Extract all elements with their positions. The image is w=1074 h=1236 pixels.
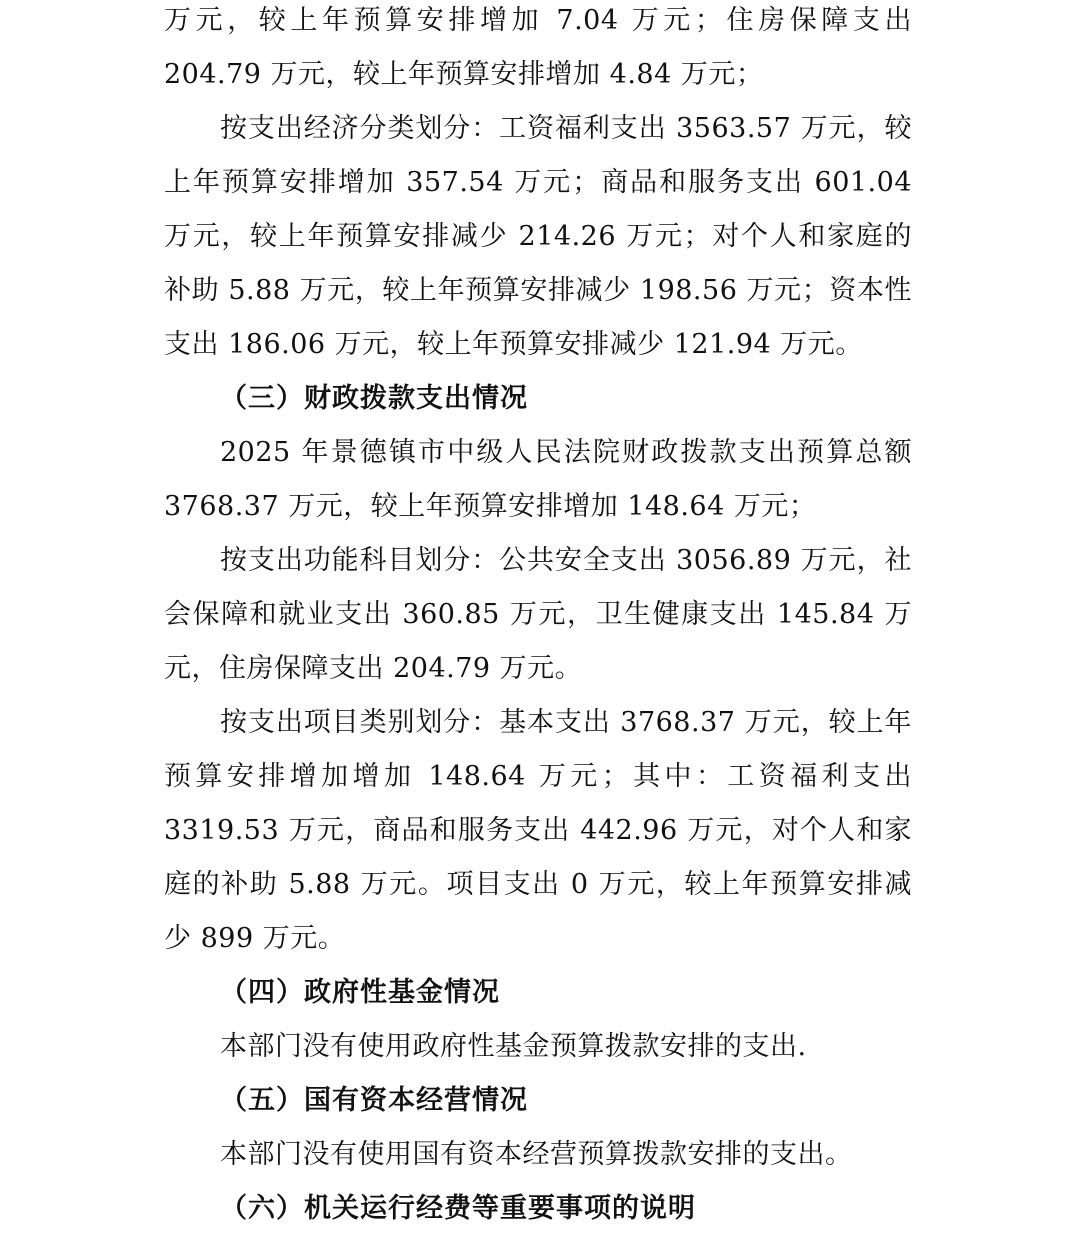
- document-page: [164, 0, 912, 1236]
- heading-fiscal-appropriation: （三）财政拨款支出情况: [220, 383, 528, 414]
- paragraph-government-funds: 本部门没有使用政府性基金预算拨款安排的支出.: [220, 1031, 807, 1062]
- heading-government-funds: （四）政府性基金情况: [220, 977, 500, 1008]
- paragraph-state-capital: 本部门没有使用国有资本经营预算拨款安排的支出。: [220, 1139, 853, 1170]
- heading-operating-expenses: （六）机关运行经费等重要事项的说明: [220, 1193, 696, 1224]
- paragraph-economic-classification: 按支出经济分类划分：工资福利支出 3563.57 万元，较上年预算安排增加 357.54 万元；商品和服务支出 601.04 万元，较上年预算安排减少 214.26 万元；对个人和家庭的补助 5.88 万元，较上年预算安排减少 198.56 万元；资本性支出 186.06 万元，较上年预算安排减少 121.94 万元。: [164, 113, 912, 360]
- paragraph-project-classification: 按支出项目类别划分：基本支出 3768.37 万元，较上年预算安排增加增加 148.64 万元；其中：工资福利支出 3319.53 万元，商品和服务支出 442.96 万元，对个人和家庭的补助 5.88 万元。项目支出 0 万元，较上年预算安排减少 899 万元。: [164, 707, 912, 954]
- paragraph-housing-continuation: 万元，较上年预算安排增加 7.04 万元；住房保障支出 204.79 万元，较上年预算安排增加 4.84 万元；: [164, 5, 912, 90]
- paragraph-fiscal-total: 2025 年景德镇市中级人民法院财政拨款支出预算总额 3768.37 万元，较上年预算安排增加 148.64 万元；: [164, 437, 912, 522]
- heading-state-capital: （五）国有资本经营情况: [220, 1085, 528, 1116]
- paragraph-functional-classification: 按支出功能科目划分：公共安全支出 3056.89 万元，社会保障和就业支出 360.85 万元，卫生健康支出 145.84 万元，住房保障支出 204.79 万元。: [164, 545, 912, 684]
